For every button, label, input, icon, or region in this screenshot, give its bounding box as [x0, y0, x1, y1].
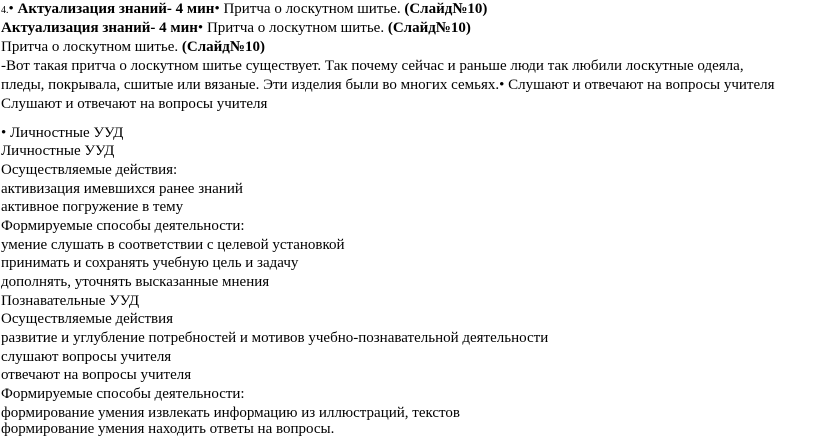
list-item: активное погружение в тему — [1, 199, 184, 215]
bullet: • — [197, 20, 204, 36]
list-item: Осуществляемые действия: — [1, 162, 178, 178]
list-item: Формируемые способы деятельности: — [1, 218, 245, 234]
list-item: Формируемые способы деятельности: — [1, 386, 245, 402]
list-item: принимать и сохранять учебную цель и задачу — [1, 255, 299, 271]
line-1 — [1, 0, 487, 20]
list-item: Личностные УУД — [1, 143, 115, 159]
line-2 — [1, 19, 471, 37]
parable-title: Притча о лоскутном шитье. — [1, 39, 179, 55]
item-number: 4. — [1, 5, 9, 16]
paragraph-line: Слушают и отвечают на вопросы учителя — [1, 96, 268, 112]
list-item: слушают вопросы учителя — [1, 349, 172, 365]
slide-ref: (Слайд№10) — [404, 1, 488, 17]
list-item: умение слушать в соответствии с целевой установкой — [1, 237, 345, 253]
paragraph-line: -Вот такая притча о лоскутном шитье существует. Так почему сейчас и раньше люди так любили лоскутные одеяла, — [1, 58, 744, 74]
list-item: отвечают на вопросы учителя — [1, 367, 192, 383]
section-heading: Актуализация знаний- 4 мин — [17, 1, 215, 17]
list-item: активизация имевшихся ранее знаний — [1, 181, 243, 197]
list-item: Познавательные УУД — [1, 293, 140, 309]
list-item: формирование умения извлекать информацию из иллюстраций, текстов — [1, 405, 461, 421]
bullet: • — [214, 1, 220, 17]
list-item: Осуществляемые действия — [1, 311, 174, 327]
list-item: развитие и углубление потребностей и мотивов учебно-познавательной деятельности — [1, 330, 549, 346]
section-heading: Актуализация знаний- 4 мин — [1, 20, 198, 36]
parable-title: Притча о лоскутном шитье. — [223, 1, 401, 17]
list-item: • Личностные УУД — [1, 125, 124, 141]
parable-title: Притча о лоскутном шитье. — [206, 20, 385, 36]
line-3 — [1, 38, 265, 56]
list-item: формирование умения находить ответы на вопросы. — [1, 421, 335, 437]
list-item: дополнять, уточнять высказанные мнения — [1, 274, 270, 290]
paragraph-line: пледы, покрывала, сшитые или вязаные. Эти изделия были во многих семьях.• Слушают и отвечают на вопросы учителя — [1, 77, 775, 93]
slide-ref: (Слайд№10) — [181, 39, 265, 55]
slide-ref: (Слайд№10) — [387, 20, 471, 36]
bullet: • — [8, 1, 14, 17]
